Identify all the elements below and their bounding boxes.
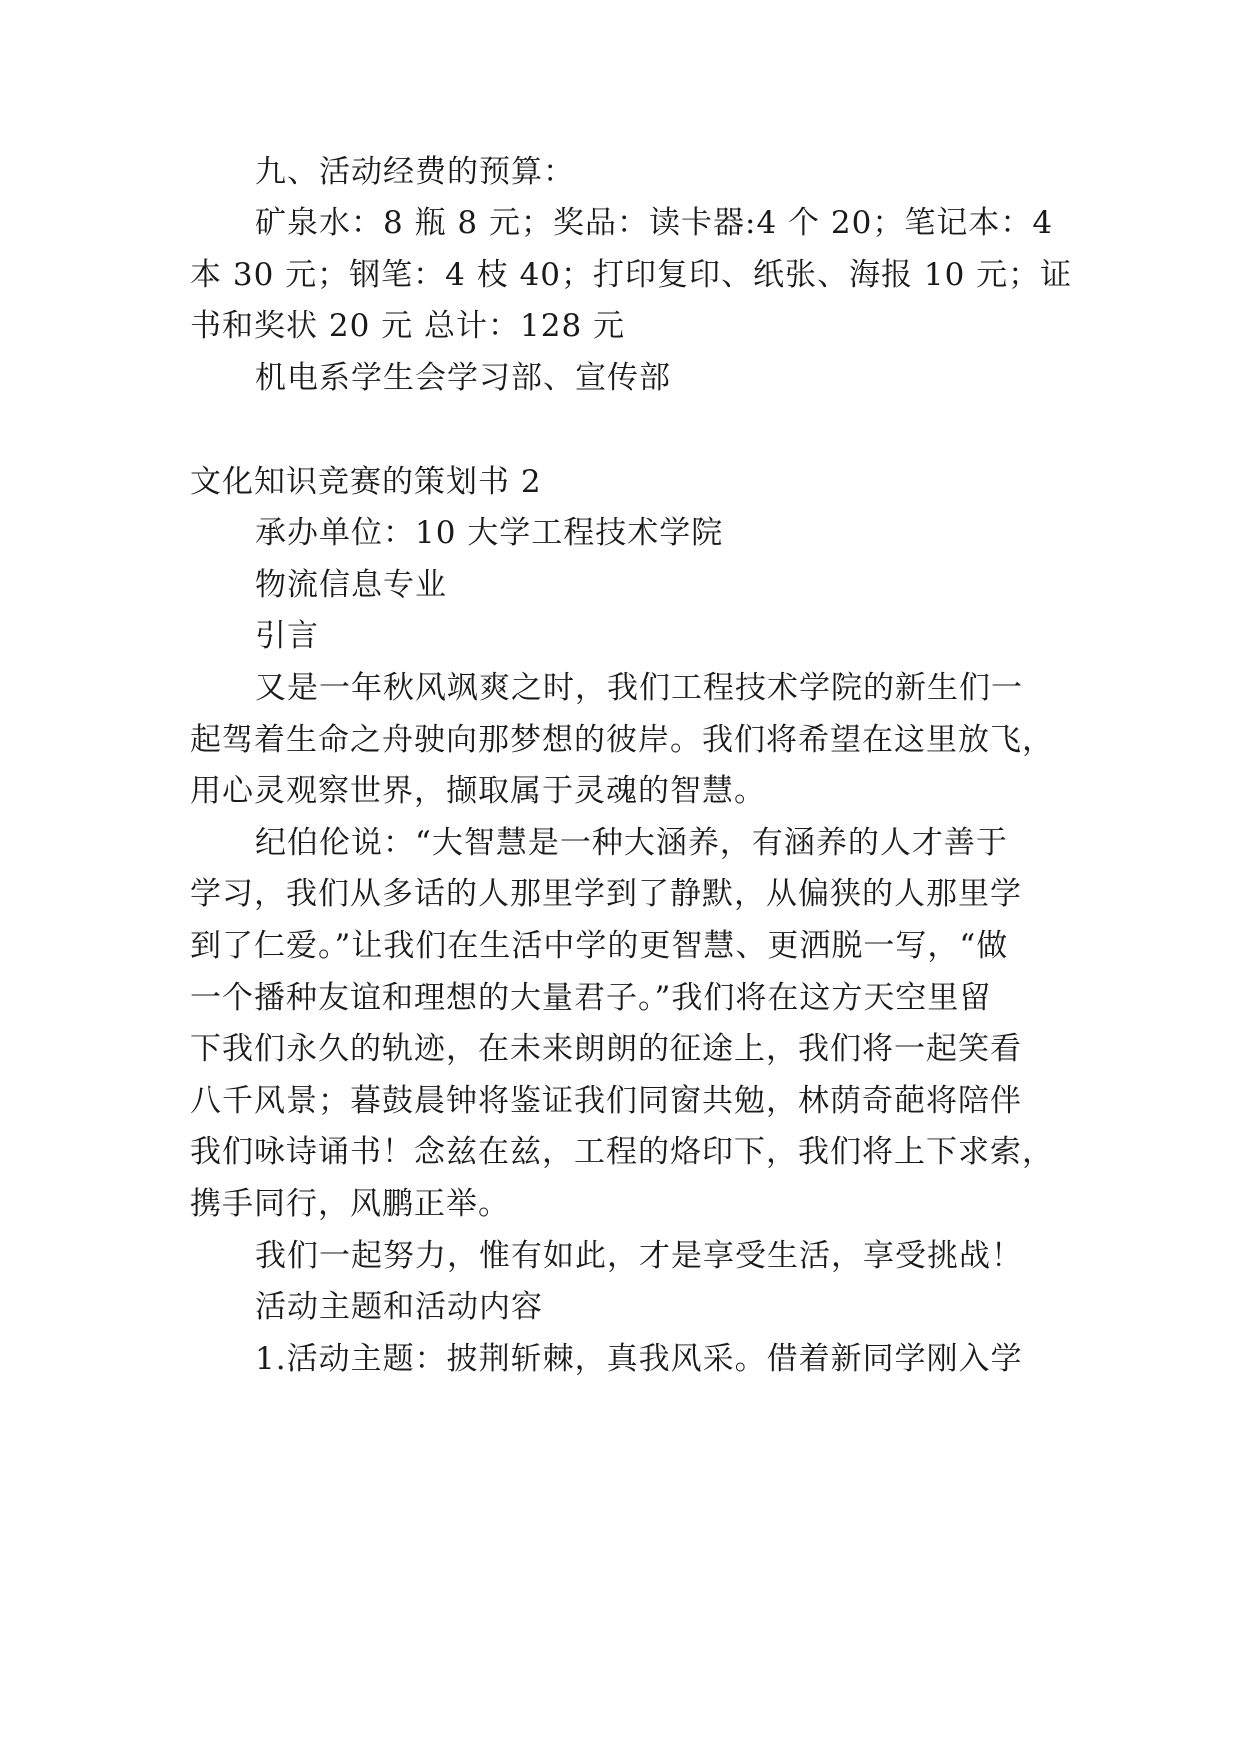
paragraph-line: 到了仁爱。”让我们在生活中学的更智慧、更洒脱一写，“做 bbox=[190, 928, 1009, 964]
paragraph-line: 下我们永久的轨迹，在未来朗朗的征途上，我们将一起笑看 bbox=[190, 1031, 1022, 1067]
paragraph-line: 八千风景；暮鼓晨钟将鉴证我们同窗共勉，林荫奇葩将陪伴 bbox=[190, 1083, 1022, 1119]
paragraph-line: 起驾着生命之舟驶向那梦想的彼岸。我们将希望在这里放飞， bbox=[190, 722, 1054, 758]
section-title: 文化知识竞赛的策划书 2 bbox=[190, 464, 542, 500]
budget-line: 矿泉水：8 瓶 8 元；奖品：读卡器:4 个 20；笔记本：4 bbox=[255, 205, 1054, 241]
paragraph-line: 用心灵观察世界，撷取属于灵魂的智慧。 bbox=[190, 773, 766, 809]
intro-heading: 引言 bbox=[255, 618, 319, 654]
paragraph-line: 1.活动主题：披荆斩棘，真我风采。借着新同学刚入学 bbox=[255, 1341, 1023, 1377]
paragraph-line: 纪伯伦说：“大智慧是一种大涵养，有涵养的人才善于 bbox=[255, 825, 1008, 861]
paragraph-line: 携手同行，风鹏正举。 bbox=[190, 1186, 510, 1222]
budget-line: 书和奖状 20 元 总计：128 元 bbox=[190, 308, 626, 344]
paragraph-line: 我们咏诗诵书！念兹在兹，工程的烙印下，我们将上下求索， bbox=[190, 1134, 1054, 1170]
budget-line: 本 30 元；钢笔：4 枝 40；打印复印、纸张、海报 10 元；证 bbox=[190, 257, 1073, 293]
subsection-heading: 活动主题和活动内容 bbox=[255, 1289, 543, 1325]
paragraph-line: 我们一起努力，惟有如此，才是享受生活，享受挑战！ bbox=[255, 1238, 1023, 1274]
paragraph-line: 一个播种友谊和理想的大量君子。”我们将在这方天空里留 bbox=[190, 980, 992, 1016]
budget-heading: 九、活动经费的预算： bbox=[255, 154, 575, 190]
major-name: 物流信息专业 bbox=[255, 567, 447, 603]
organizer-signature: 机电系学生会学习部、宣传部 bbox=[255, 360, 671, 396]
paragraph-line: 又是一年秋风飒爽之时，我们工程技术学院的新生们一 bbox=[255, 670, 1023, 706]
host-unit: 承办单位：10 大学工程技术学院 bbox=[255, 515, 724, 551]
paragraph-line: 学习，我们从多话的人那里学到了静默，从偏狭的人那里学 bbox=[190, 876, 1022, 912]
